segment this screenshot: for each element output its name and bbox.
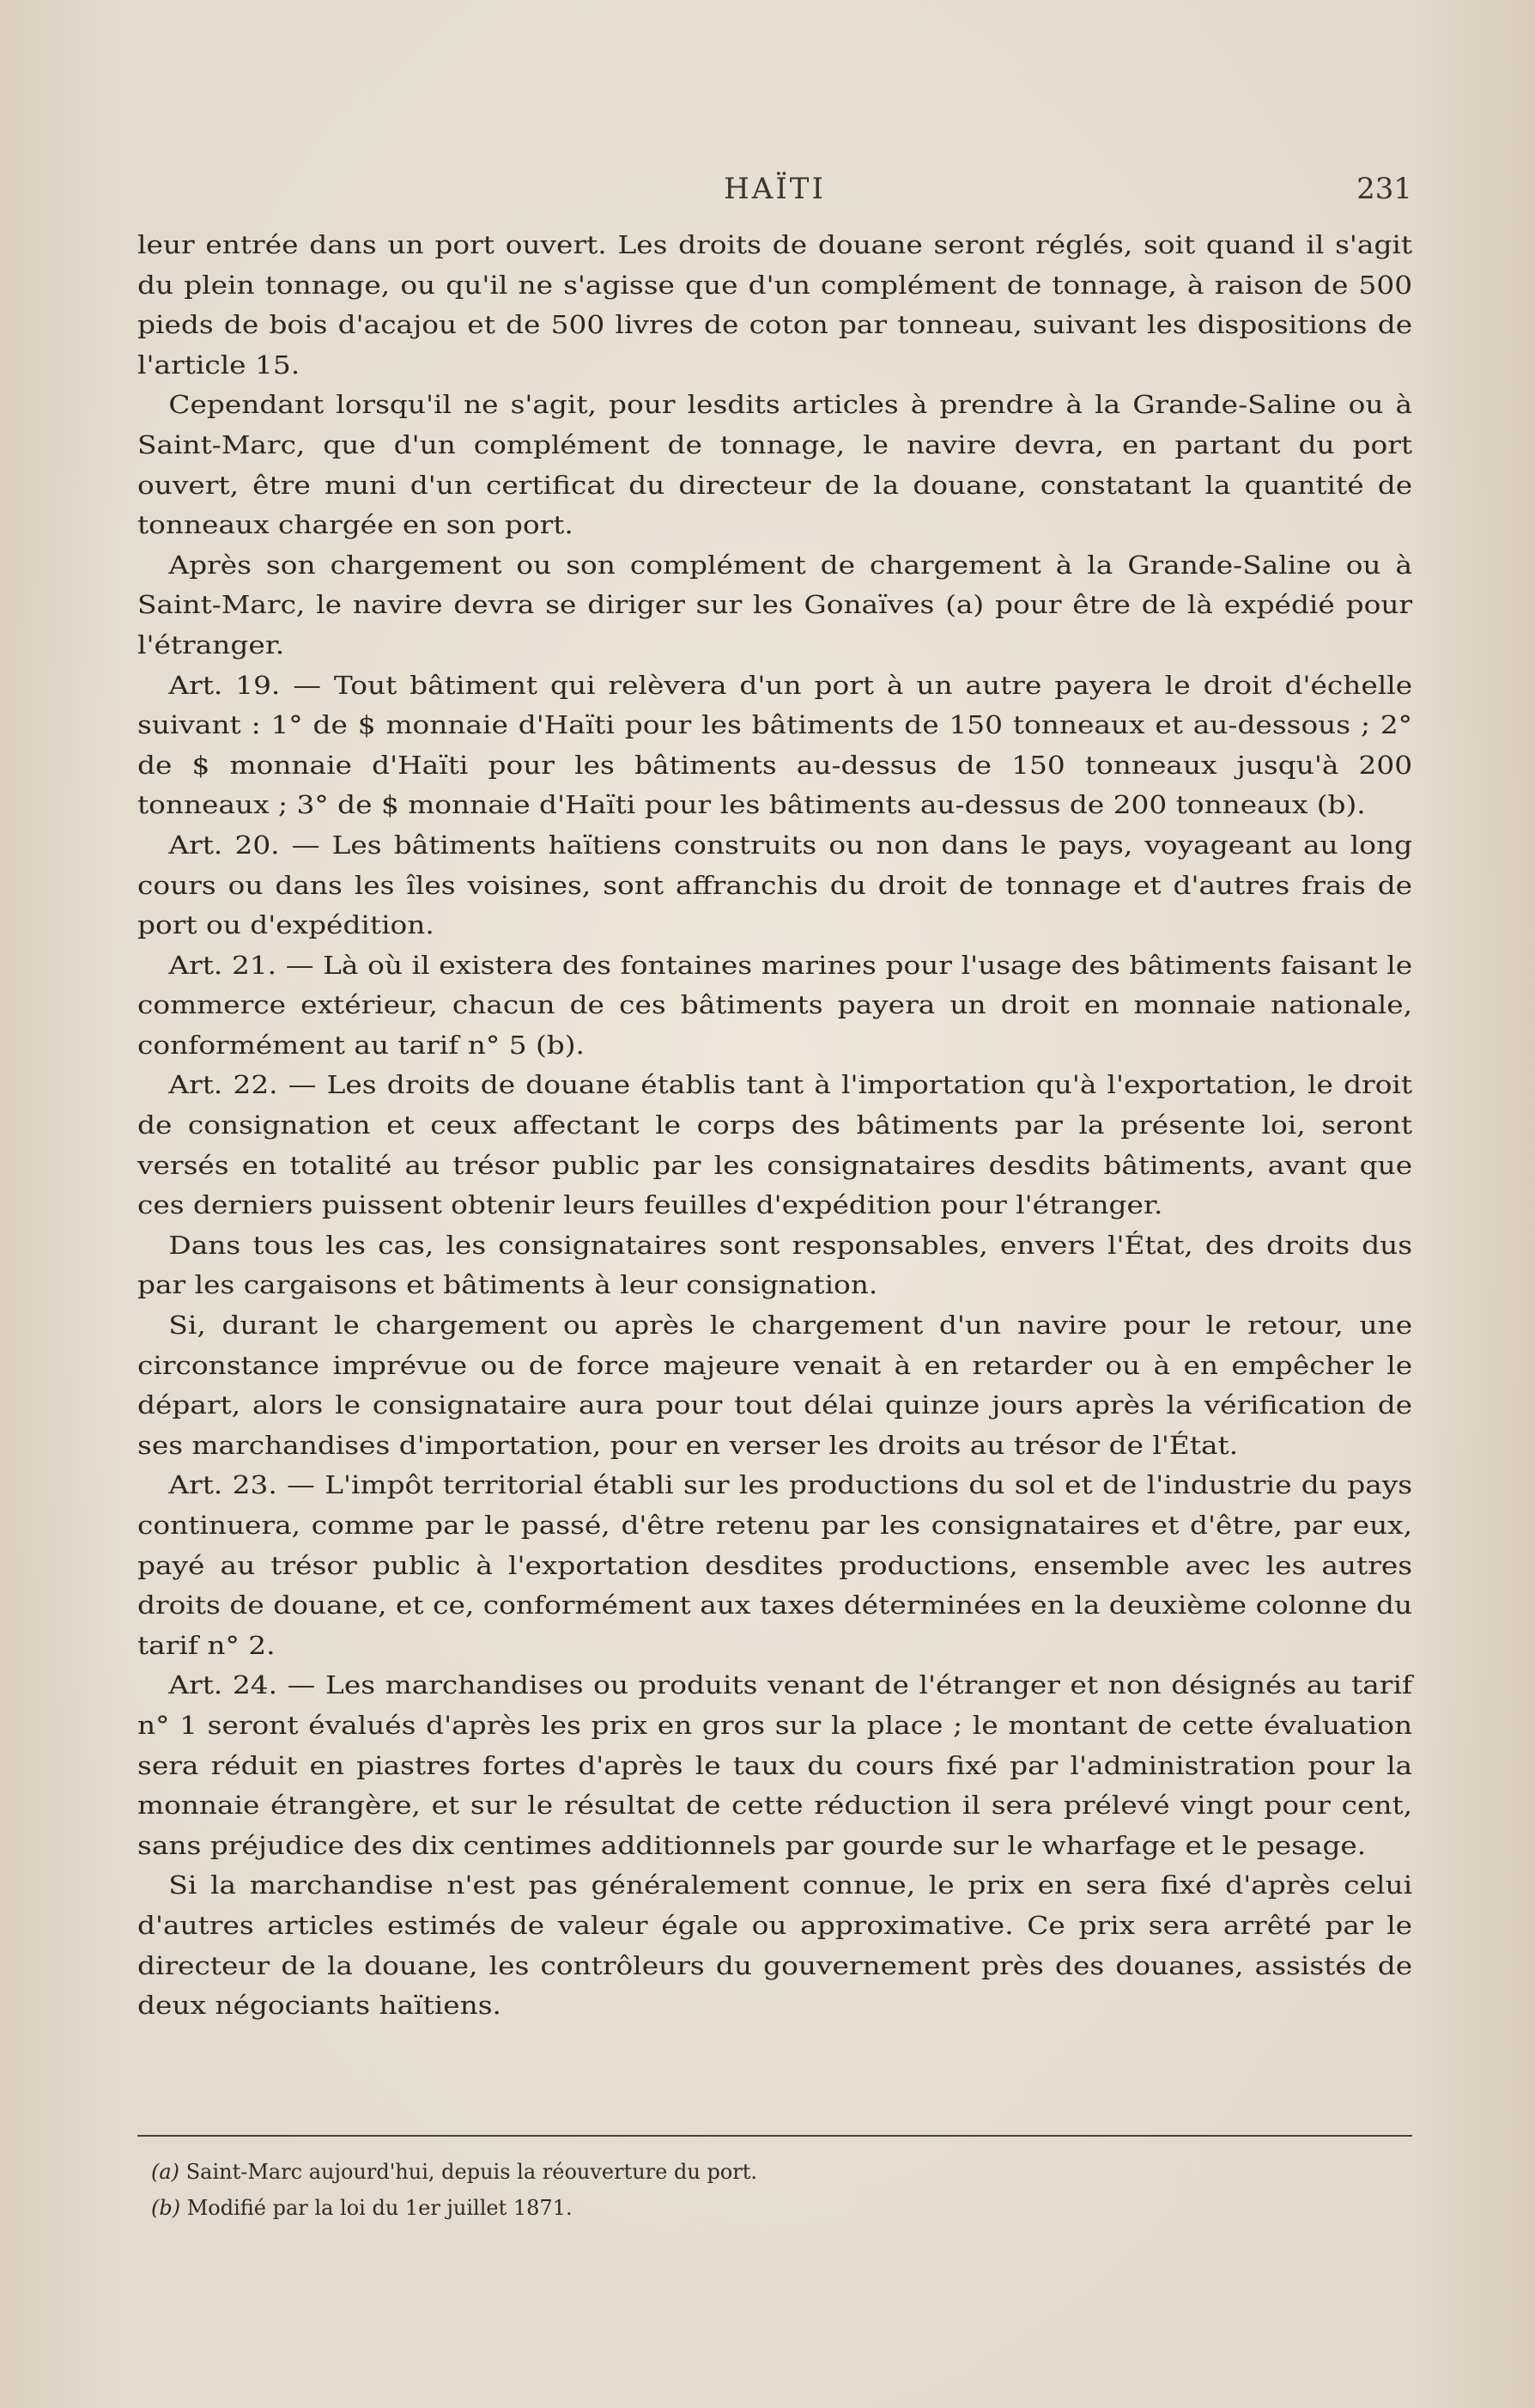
footnote-text: Modifié par la loi du 1er juillet 1871. bbox=[186, 2196, 573, 2220]
paragraph-art-24: Art. 24. — Les marchandises ou produits venant de l'étranger et non désignés au tarif n° 1 seront évalués d'après les prix en gros sur la place ; le montant de cette évaluation sera réduit en piastres fortes d'après le taux du cours fixé par l'administration pour la monnaie étrangère, et sur le résultat de cette réduction il sera prélevé vingt pour cent, sans préjudice des dix centimes additionnels par gourde sur le wharfage et le pesage. bbox=[137, 1670, 1413, 1860]
footnote-divider bbox=[137, 2135, 1412, 2137]
footnote-marker: (b) bbox=[151, 2196, 181, 2220]
paragraph-art-23: Art. 23. — L'impôt territorial établi sur les productions du sol et de l'industrie du pays continuera, comme par le passé, d'être retenu par les consignataires et d'être, par eux, payé au trésor public à l'exportation desdites productions, ensemble avec les autres droits de douane, et ce, conformément aux taxes déterminées en la deuxième colonne du tarif n° 2. bbox=[137, 1470, 1413, 1660]
paragraph-art-22: Art. 22. — Les droits de douane établis tant à l'importation qu'à l'exportation, le droit de consignation et ceux affectant le corps des bâtiments par la présente loi, seront versés en totalité au trésor public par les consignataires desdits bâtiments, avant que ces derniers puissent obtenir leurs feuilles d'expédition pour l'étranger. bbox=[137, 1070, 1413, 1220]
footnote-b bbox=[151, 2190, 1370, 2226]
body-text bbox=[137, 225, 1412, 2026]
paragraph: Cependant lorsqu'il ne s'agit, pour lesdits articles à prendre à la Grande-Saline ou à Saint-Marc, que d'un complément de tonnage, le navire devra, en partant du port ouvert, être muni d'un certificat du directeur de la douane, constatant la quantité de tonneaux chargée en son port. bbox=[137, 390, 1413, 540]
footnote-a bbox=[151, 2154, 1370, 2190]
paragraph: Dans tous les cas, les consignataires sont responsables, envers l'État, des droits dus par les cargaisons et bâtiments à leur consignation. bbox=[137, 1230, 1413, 1300]
page-header bbox=[137, 172, 1412, 216]
paragraph-art-20: Art. 20. — Les bâtiments haïtiens construits ou non dans le pays, voyageant au long cours ou dans les îles voisines, sont affranchis du droit de tonnage et d'autres frais de port ou d'expédition. bbox=[137, 830, 1413, 940]
paragraph: leur entrée dans un port ouvert. Les droits de douane seront réglés, soit quand il s'agit du plein tonnage, ou qu'il ne s'agisse que d'un complément de tonnage, à raison de 500 pieds de bois d'acajou et de 500 livres de coton par tonneau, suivant les dispositions de l'article 15. bbox=[137, 230, 1413, 380]
running-title: HAÏTI bbox=[724, 172, 826, 206]
page-number: 231 bbox=[1356, 172, 1412, 206]
paragraph: Après son chargement ou son complément de chargement à la Grande-Saline ou à Saint-Marc, le navire devra se diriger sur les Gonaïves (a) pour être de là expédié pour l'étranger. bbox=[137, 550, 1413, 660]
paragraph-art-21: Art. 21. — Là où il existera des fontaines marines pour l'usage des bâtiments faisant le commerce extérieur, chacun de ces bâtiments payera un droit en monnaie nationale, conformément au tarif n° 5 (b). bbox=[137, 950, 1413, 1060]
paragraph: Si, durant le chargement ou après le chargement d'un navire pour le retour, une circonstance imprévue ou de force majeure venait à en retarder ou à en empêcher le départ, alors le consignataire aura pour tout délai quinze jours après la vérification de ses marchandises d'importation, pour en verser les droits au trésor de l'État. bbox=[137, 1310, 1413, 1460]
paragraph-art-19: Art. 19. — Tout bâtiment qui relèvera d'un port à un autre payera le droit d'échelle suivant : 1° de $ monnaie d'Haïti pour les bâtiments de 150 tonneaux et au-dessous ; 2° de $ monnaie d'Haïti pour les bâtiments au-dessus de 150 tonneaux jusqu'à 200 tonneaux ; 3° de $ monnaie d'Haïti pour les bâtiments au-dessus de 200 tonneaux (b). bbox=[137, 670, 1413, 820]
footnote-marker: (a) bbox=[151, 2160, 180, 2184]
paragraph: Si la marchandise n'est pas généralement connue, le prix en sera fixé d'après celui d'autres articles estimés de valeur égale ou approximative. Ce prix sera arrêté par le directeur de la douane, les contrôleurs du gouvernement près des douanes, assistés de deux négociants haïtiens. bbox=[137, 1870, 1413, 2021]
footnotes bbox=[151, 2154, 1370, 2226]
footnote-text: Saint-Marc aujourd'hui, depuis la réouverture du port. bbox=[185, 2160, 757, 2184]
